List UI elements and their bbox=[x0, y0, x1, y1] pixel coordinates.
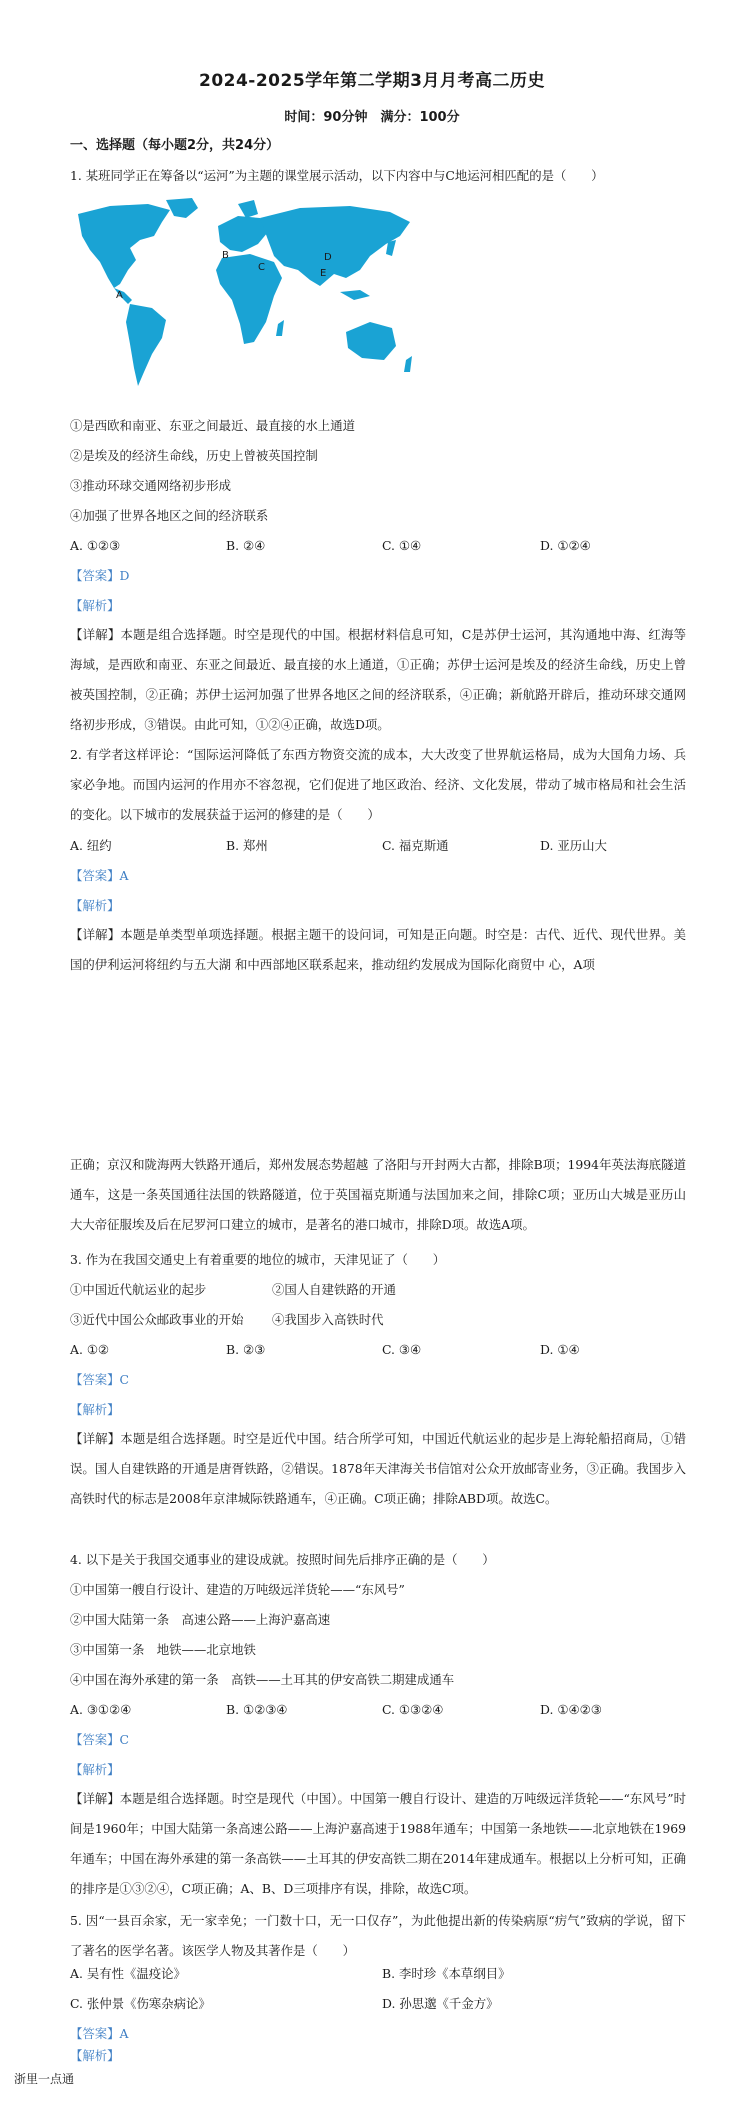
q4-analysis-label: 【解析】 bbox=[70, 1762, 120, 1777]
q3-analysis-label: 【解析】 bbox=[70, 1402, 120, 1417]
q3-option-d: D. ①④ bbox=[540, 1342, 580, 1357]
q4-item-4: ④中国在海外承建的第一条 高铁——土耳其的伊安高铁二期建成通车 bbox=[70, 1672, 455, 1687]
q4-stem: 4. 以下是关于我国交通事业的建设成就。按照时间先后排序正确的是（ ） bbox=[70, 1552, 495, 1567]
q2-stem: 2. 有学者这样评论：“国际运河降低了东西方物资交流的成本，大大改变了世界航运格局，成为大国角力场、兵家必争地。而国内运河的作用亦不容忽视，它们促进了地区政治、经济、文化发展，带动了城市格局和社会生活的变化。以下城市的发展获益于运河的修建的是（ ） bbox=[70, 747, 686, 822]
q4-item-2: ②中国大陆第一条 高速公路——上海沪嘉高速 bbox=[70, 1612, 331, 1627]
q3-option-a: A. ①② bbox=[70, 1342, 110, 1357]
map-label-b: B bbox=[222, 250, 229, 261]
q2-option-d: D. 亚历山大 bbox=[540, 838, 607, 853]
q2-answer: 【答案】A bbox=[70, 868, 129, 883]
q3-item-3: ③近代中国公众邮政事业的开始 bbox=[70, 1312, 244, 1327]
q5-option-b: B. 李时珍《本草纲目》 bbox=[382, 1966, 511, 1981]
q1-option-a: A. ①②③ bbox=[70, 538, 121, 553]
map-label-e: E bbox=[320, 268, 327, 279]
q5-analysis-label: 【解析】 bbox=[70, 2048, 120, 2063]
map-label-d: D bbox=[324, 252, 332, 263]
q1-item-2: ②是埃及的经济生命线，历史上曾被英国控制 bbox=[70, 448, 318, 463]
q1-item-1: ①是西欧和南亚、东亚之间最近、最直接的水上通道 bbox=[70, 418, 355, 433]
q4-answer: 【答案】C bbox=[70, 1732, 130, 1747]
q4-detail: 【详解】本题是组合选择题。时空是现代（中国）。中国第一艘自行设计、建造的万吨级远洋货轮——“东风号”时间是1960年；中国大陆第一条高速公路——上海沪嘉高速于1988年通车；中国第一条地铁——北京地铁在1969年通车；中国在海外承建的第一条高铁——土耳其的伊安高铁二期在2014年建成通车。根据以上分析可知，正确的排序是①③②④，C项正确；A、B、D三项排序有误，排除，故选C项。 bbox=[70, 1791, 686, 1896]
q5-option-d: D. 孙思邈《千金方》 bbox=[382, 1996, 499, 2011]
q3-option-c: C. ③④ bbox=[382, 1342, 422, 1357]
q5-option-c: C. 张仲景《伤寒杂病论》 bbox=[70, 1996, 211, 2011]
q2-option-a: A. 纽约 bbox=[70, 838, 112, 853]
q4-option-c: C. ①③②④ bbox=[382, 1702, 444, 1717]
q3-answer: 【答案】C bbox=[70, 1372, 130, 1387]
q5-stem: 5. 因“一县百余家，无一家幸免；一门数十口，无一口仅存”，为此他提出新的传染病原“疠气”致病的学说，留下了著名的医学名著。该医学人物及其著作是（ ） bbox=[70, 1913, 686, 1958]
q1-option-b: B. ②④ bbox=[226, 538, 266, 553]
footer-brand: 浙里一点通 bbox=[14, 2072, 75, 2086]
q3-item-1: ①中国近代航运业的起步 bbox=[70, 1282, 207, 1297]
q1-option-c: C. ①④ bbox=[382, 538, 422, 553]
world-map-figure bbox=[70, 196, 418, 394]
q4-option-b: B. ①②③④ bbox=[226, 1702, 288, 1717]
q2-analysis-label: 【解析】 bbox=[70, 898, 120, 913]
exam-subtitle: 时间：90分钟 满分：100分 bbox=[284, 110, 460, 125]
map-label-a: A bbox=[116, 290, 123, 301]
section-heading: 一、选择题（每小题2分，共24分） bbox=[70, 138, 280, 153]
map-label-c: C bbox=[258, 262, 265, 273]
q3-detail: 【详解】本题是组合选择题。时空是近代中国。结合所学可知，中国近代航运业的起步是上海轮船招商局，①错误。国人自建铁路的开通是唐胥铁路，②错误。1878年天津海关书信馆对公众开放邮寄业务，③正确。我国步入高铁时代的标志是2008年京津城际铁路通车，④正确。C项正确；排除ABD项。故选C。 bbox=[70, 1431, 686, 1506]
q1-option-d: D. ①②④ bbox=[540, 538, 591, 553]
exam-title: 2024-2025学年第二学期3月月考高二历史 bbox=[198, 71, 545, 91]
q1-analysis-label: 【解析】 bbox=[70, 598, 120, 613]
q3-option-b: B. ②③ bbox=[226, 1342, 266, 1357]
q4-option-d: D. ①④②③ bbox=[540, 1702, 602, 1717]
q1-answer: 【答案】D bbox=[70, 568, 130, 583]
q3-stem: 3. 作为在我国交通史上有着重要的地位的城市，天津见证了（ ） bbox=[70, 1252, 446, 1267]
q2-detail-part1: 【详解】本题是单类型单项选择题。根据主题干的设问词，可知是正向题。时空是：古代、近代、现代世界。美国的伊利运河将纽约与五大湖 和中西部地区联系起来，推动纽约发展成为国际化商贸中 心，A项 bbox=[70, 927, 686, 972]
q1-detail: 【详解】本题是组合选择题。时空是现代的中国。根据材料信息可知，C是苏伊士运河，其沟通地中海、红海等海域，是西欧和南亚、东亚之间最近、最直接的水上通道，①正确；苏伊士运河是埃及的经济生命线，历史上曾被英国控制，②正确；苏伊士运河加强了世界各地区之间的经济联系，④正确；新航路开辟后，推动环球交通网络初步形成，③错误。由此可知，①②④正确，故选D项。 bbox=[70, 627, 686, 732]
q4-item-1: ①中国第一艘自行设计、建造的万吨级远洋货轮——“东风号” bbox=[70, 1582, 405, 1597]
q3-item-4: ④我国步入高铁时代 bbox=[272, 1312, 384, 1327]
world-map-land bbox=[78, 198, 412, 386]
q1-item-4: ④加强了世界各地区之间的经济联系 bbox=[70, 508, 269, 523]
q5-option-a: A. 吴有性《温疫论》 bbox=[70, 1966, 186, 1981]
q4-item-3: ③中国第一条 地铁——北京地铁 bbox=[70, 1642, 256, 1657]
q5-answer: 【答案】A bbox=[70, 2026, 129, 2041]
q1-item-3: ③推动环球交通网络初步形成 bbox=[70, 478, 232, 493]
q1-stem: 1. 某班同学正在筹备以“运河”为主题的课堂展示活动，以下内容中与C地运河相匹配的是（ ） bbox=[70, 168, 604, 183]
q2-detail-part2: 正确；京汉和陇海两大铁路开通后，郑州发展态势超越 了洛阳与开封两大古都，排除B项；1994年英法海底隧道通车，这是一条英国通往法国的铁路隧道，位于英国福克斯通与法国加来之间，排除C项；亚历山大城是亚历山大大帝征服埃及后在尼罗河口建立的城市，是著名的港口城市，排除D项。故选A项。 bbox=[70, 1157, 686, 1232]
q3-item-2: ②国人自建铁路的开通 bbox=[272, 1282, 396, 1297]
q2-option-b: B. 郑州 bbox=[226, 838, 268, 853]
q2-option-c: C. 福克斯通 bbox=[382, 838, 449, 853]
q4-option-a: A. ③①②④ bbox=[70, 1702, 132, 1717]
